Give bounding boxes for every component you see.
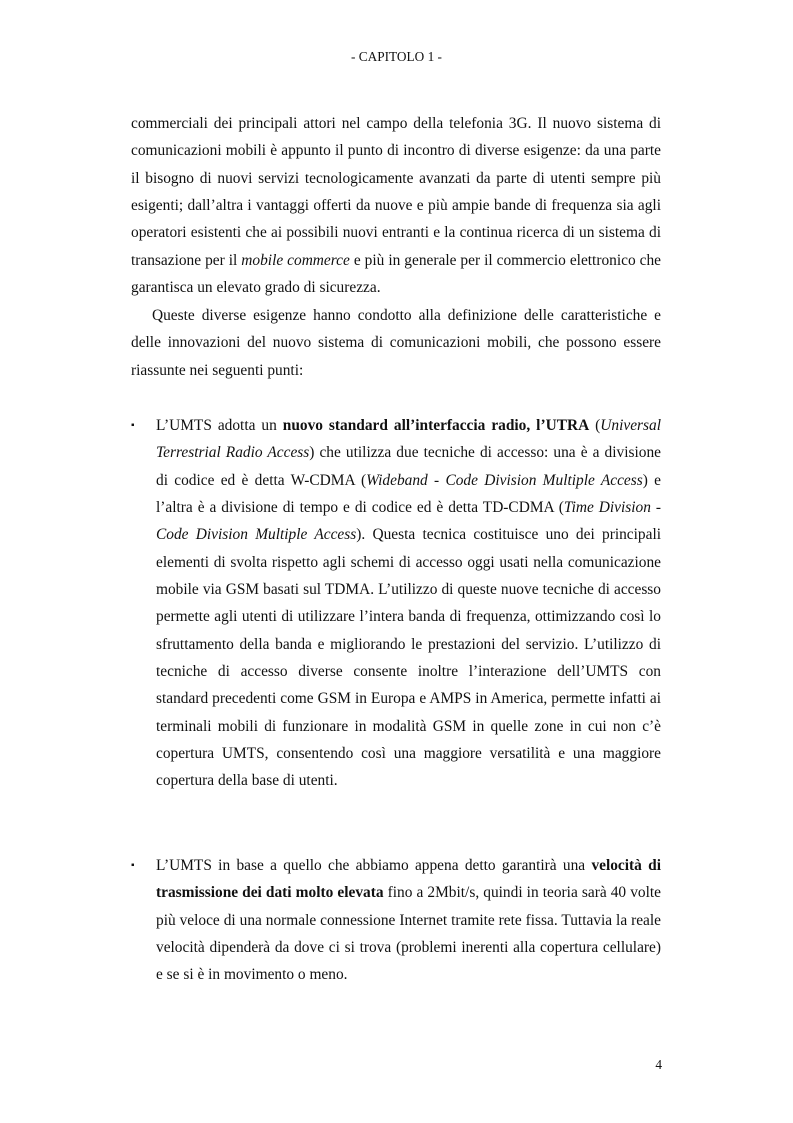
paragraph-intro [131,110,661,301]
bullet-text-speed [156,852,661,989]
bullet-italic-text: Universal Terrestrial Radio Access [156,417,661,462]
page-number: 4 [655,1057,662,1072]
bullet-text-part: ) e l’altra è a divisione di tempo e di codice ed è detta TD-CDMA ( [156,471,661,517]
chapter-header: - CAPITOLO 1 - [351,49,442,64]
bullet-marker: ▪ [131,420,135,431]
bullet-italic-text: Wideband - Code Division Multiple Access [366,471,643,489]
bullet-bold-text: velocità di trasmissione dei dati molto elevata [156,857,662,902]
bullet-text-part: ). Questa tecnica costituisce uno dei principali elementi di svolta rispetto agli schemi di accesso oggi usati nella comunicazione mobile via GSM basati sul TDMA. L’utilizzo di queste nuove tecniche di accesso permette agli utenti di utilizzare l’intera banda di frequenza, ottimizzando così lo sfruttamento della banda e migliorando le prestazioni del servizio. L’utilizzo di tecniche di accesso diverse consente inoltre l’interazione dell’UMTS con standard precedenti come GSM in Europa e AMPS in America, permette infatti ai terminali mobili di funzionare in modalità GSM in quelle zone in cui non c’è copertura UMTS, consentendo così una maggiore versatilità e una maggiore copertura della base di utenti. [156,526,661,790]
bullet-text-part: L’UMTS in base a quello che abbiamo appena detto garantirà una [156,857,592,874]
bullet-bold-text: nuovo standard all’interfaccia radio, l’UTRA [282,417,590,434]
paragraph-intro-end: e più in generale per il commercio elettronico che garantisca un elevato grado di sicurezza. [131,251,662,297]
bullet-marker: ▪ [131,860,135,871]
paragraph-summary [131,302,661,384]
bullet-text-part: ( [589,417,601,434]
bullet-text-part: L’UMTS adotta un [156,417,283,434]
bullet-italic-text: Time Division - Code Division Multiple Access [156,499,661,544]
bullet-text-part: fino a 2Mbit/s, quindi in teoria sarà 40 volte più veloce di una normale connessione Internet tramite rete fissa. Tuttavia la reale velocità dipenderà da dove ci si trova (problemi inerenti alla copertura cellulare) e se si è in movimento o meno. [156,884,661,984]
paragraph-summary-text: Queste diverse esigenze hanno condotto alla definizione delle caratteristiche e delle innovazioni del nuovo sistema di comunicazioni mobili, che possono essere riassunte nei seguenti punti: [131,307,661,379]
paragraph-intro-text: commerciali dei principali attori nel campo della telefonia 3G. Il nuovo sistema di comunicazioni mobili è appunto il punto di incontro di diverse esigenze: da una parte il bisogno di nuovi servizi tecnologicamente avanzati da parte di utenti sempre più esigenti; dall’altra i vantaggi offerti da nuove e più ampie bande di frequenza sia agli operatori esistenti che ai possibili nuovi entranti e la continua ricerca di un sistema di transazione per il [131,115,661,269]
bullet-text-part: ) che utilizza due tecniche di accesso: una è a divisione di codice ed è detta W-CDMA ( [156,444,661,489]
bullet-text-utra [156,412,661,795]
paragraph-intro-italic: mobile commerce [241,251,350,269]
